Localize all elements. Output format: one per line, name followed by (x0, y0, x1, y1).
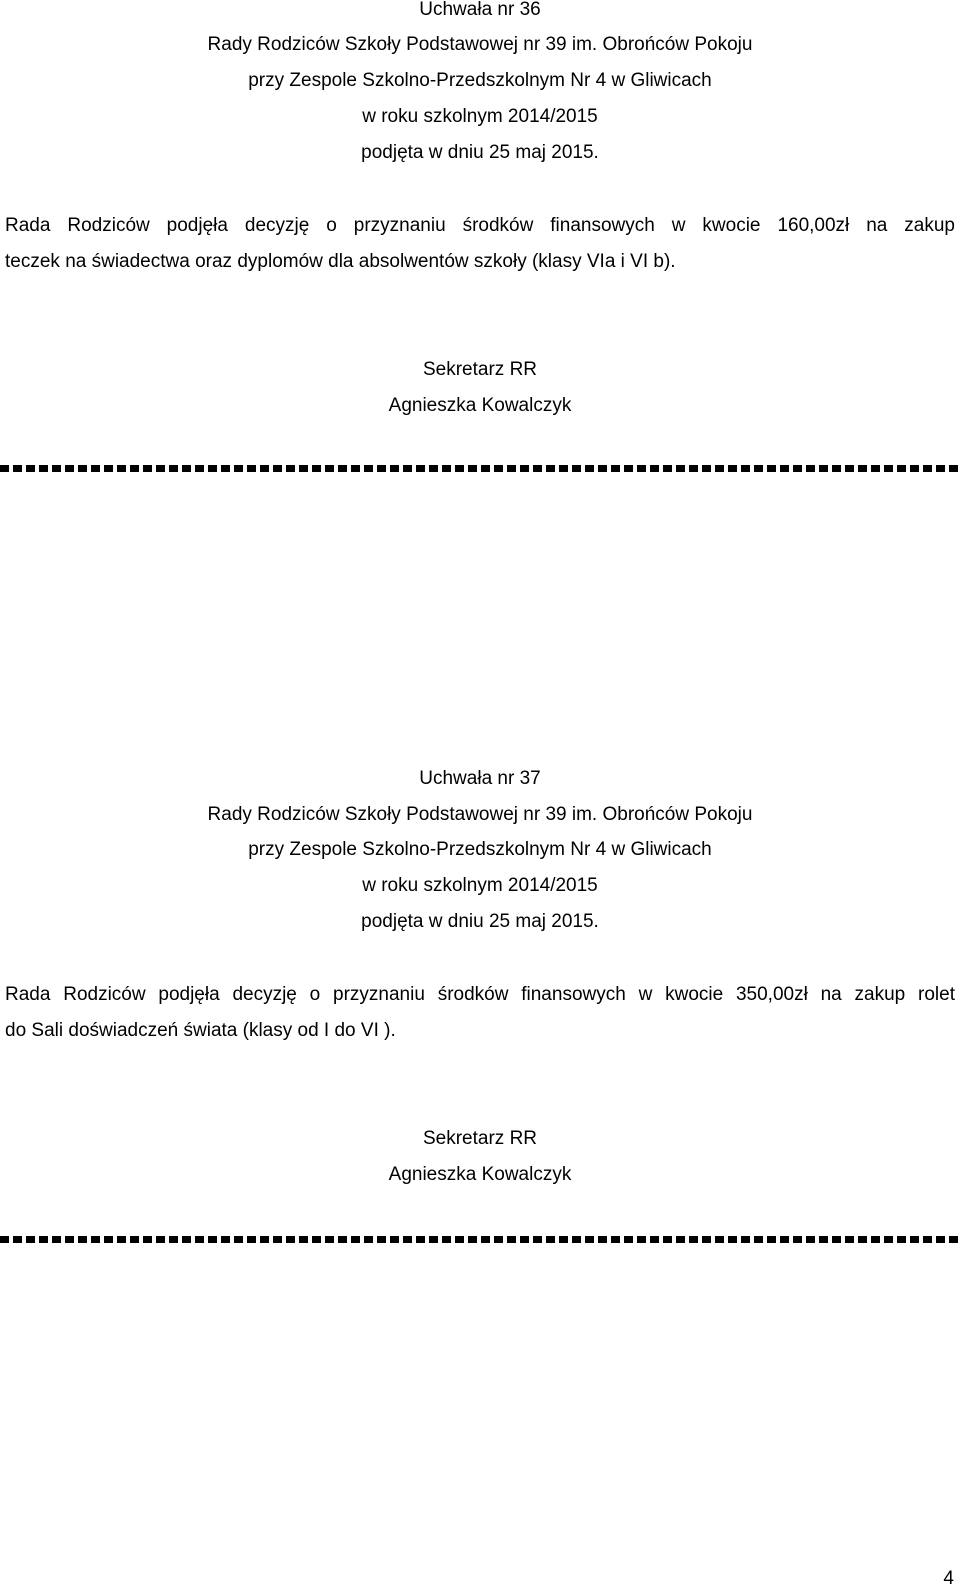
resolution-36-school-line: przy Zespole Szkolno-Przedszkolnym Nr 4 w Gliwicach (248, 70, 712, 91)
resolution-37-body-line-1: Rada Rodziców podjęła decyzję o przyznaniu środków finansowych w kwocie 350,00zł na zakup rolet (5, 984, 955, 1005)
resolution-37-year-line: w roku szkolnym 2014/2015 (362, 875, 598, 896)
resolution-37-school-line: przy Zespole Szkolno-Przedszkolnym Nr 4 w Gliwicach (248, 839, 712, 860)
resolution-37-signature-title: Sekretarz RR (422, 1128, 538, 1149)
resolution-36-signature-title: Sekretarz RR (422, 359, 538, 380)
resolution-37-title: Uchwała nr 37 (419, 768, 541, 789)
resolution-37-date-line: podjęta w dniu 25 maj 2015. (361, 911, 599, 932)
resolution-37-signature-name: Agnieszka Kowalczyk (388, 1164, 572, 1185)
resolution-36-body-line-2: teczek na świadectwa oraz dyplomów dla absolwentów szkoły (klasy VIa i VI b). (5, 251, 676, 272)
section-separator (0, 465, 960, 472)
resolution-36-title: Uchwała nr 36 (419, 0, 541, 20)
section-separator (0, 1236, 960, 1243)
resolution-36-body-line-1: Rada Rodziców podjęła decyzję o przyznaniu środków finansowych w kwocie 160,00zł na zakup (5, 215, 955, 236)
resolution-37-body-line-2: do Sali doświadczeń świata (klasy od I do VI ). (5, 1020, 396, 1041)
resolution-36-council-line: Rady Rodziców Szkoły Podstawowej nr 39 im. Obrońców Pokoju (207, 34, 753, 55)
resolution-36-date-line: podjęta w dniu 25 maj 2015. (361, 142, 599, 163)
resolution-36-signature-name: Agnieszka Kowalczyk (388, 395, 572, 416)
page-number: 4 (943, 1568, 954, 1589)
resolution-37-council-line: Rady Rodziców Szkoły Podstawowej nr 39 im. Obrońców Pokoju (207, 804, 753, 825)
resolution-36-year-line: w roku szkolnym 2014/2015 (362, 106, 598, 127)
